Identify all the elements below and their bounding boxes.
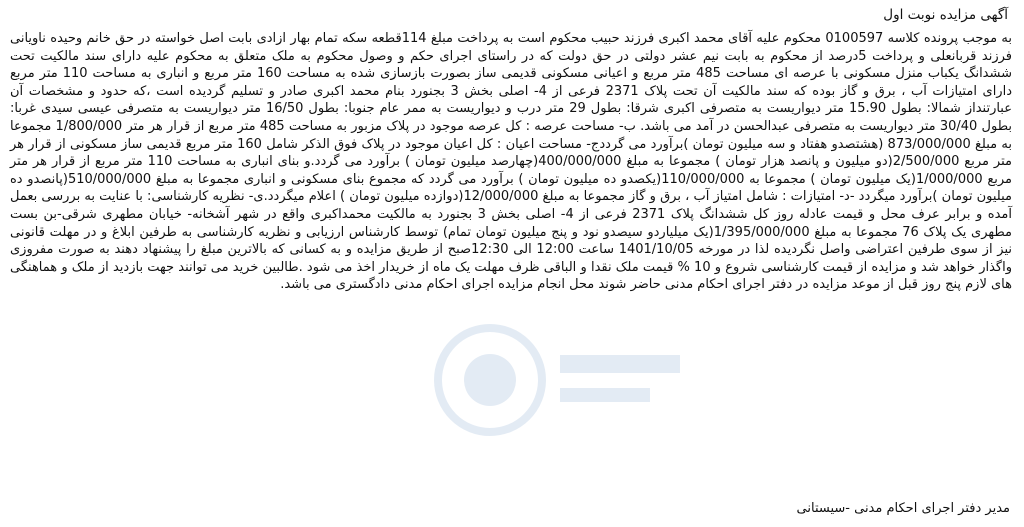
signature-line: مدیر دفتر اجرای احکام مدنی -سیستانی: [796, 501, 1010, 516]
notice-title: آگهی مزایده نوبت اول: [883, 7, 1008, 23]
watermark-logo-icon: [430, 300, 690, 460]
notice-body: به موجب پرونده کلاسه 0100597 محکوم علیه آقای محمد اکبری فرزند حبیب محکوم است به پرداخت مبلغ 114قطعه سکه تمام بهار ازادی بابت اصل خواسته در حق خانم وحیده ناویانی فرزند قربانعلی و پرداخت 5درصد از محکوم به بابت نیم عشر دولتی در حق دولت که در راستای اجرای حکم و وصول محکوم به ملک متعلق به محکوم علیه دارای سند مالکیت تحت ششدانگ یکباب منزل مسکونی با عرصه ای مساحت 485 متر مربع و اعیانی مسکونی قدیمی ساز بصورت بازسازی شده به مساحت 160 متر مربع و انباری به مساحت 110 متر مربع دارای امتیازات آب ، برق و گاز بوده که سند مالکیت آن تحت پلاک 2371 فرعی از 4- اصلی بخش 3 بجنورد بنام محمد اکبری صادر و تسلیم گردیده است ،که حدود و مشخصات آن عبارتنداز شمالا: بطول 15.90 متر دیواریست به متصرفی اکبری شرقا: بطول 29 متر درب و دیواریست به ممر عام جنوبا: بطول 16/50 متر دیواریست به متصرفی عیسی سیدی غربا: بطول 30/40 متر دیواریست به متصرفی عبدالحسن در آمد می باشد. ب- مساحت عرصه : کل عرصه موجود در پلاک مزبور به مساحت 485 متر مربع از قرار هر متر 1/800/000 مجموعا به مبلغ 873/000/000 (هشتصدو هفتاد و سه میلیون تومان )برآورد می گرددج- مساحت اعیان : کل اعیان موجود در پلاک فوق الذکر شامل 160 متر مربع قدیمی ساز مسکونی از قرار هر متر مربع 2/500/000(دو میلیون و پانصد هزار تومان ) مجموعا به مبلغ 400/000/000(چهارصد میلیون تومان ) برآورد می گردد.و بنای انباری به مساحت 110 متر مربع از قرار هر متر مربع 1/000/000(یک میلیون تومان ) مجموعا به 110/000/000(یکصدو ده میلیون تومان ) برآورد می گردد که مجموع بنای مسکونی و انباری مجموعا به مبلغ 510/000/000(پانصدو ده میلیون تومان )برآورد میگردد -د- امتیازات : شامل امتیاز آب ، برق و گاز مجموعا به مبلغ 12/000/000(دوازده میلیون تومان ) اعلام میگردد.ی- نظریه کارشناسی: با عنایت به بررسی بعمل آمده و برابر عرف محل و قیمت عادله روز کل ششدانگ پلاک 2371 فرعی از 4- اصلی بخش 3 بجنورد به مالکیت محمداکبری واقع در شهر آشخانه- خیابان مطهری شرقی-بن بست مطهری یک پلاک 76 مجموعا به مبلغ 1/395/000/000(یک میلیاردو سیصدو نود و پنج میلیون تومان تمام) توسط کارشناس ارزیابی و نظریه کارشناسی به طرفین ابلاغ و در مهلت قانونی نیز از سوی طرفین اعتراضی واصل نگردیده لذا در مورخه 1401/10/05 ساعت 12:00 الی 12:30صبح از طریق مزایده و به کسانی که بالاترین مبلغ را پیشنهاد دهند به صورت مفروزی واگذار خواهد شد و مزایده از قیمت کارشناسی شروع و 10 % قیمت ملک نقدا و الباقی ظرف مهلت یک ماه از خریدار اخذ می شود .طالبین خرید می توانند جهت بازدید از ملک و هماهنگی های لازم پنج روز قبل از موعد مزایده در دفتر اجرای احکام مدنی حاضر شوند محل انجام مزایده اجرای احکام مدنی دادگستری می باشد.: [10, 31, 1013, 293]
